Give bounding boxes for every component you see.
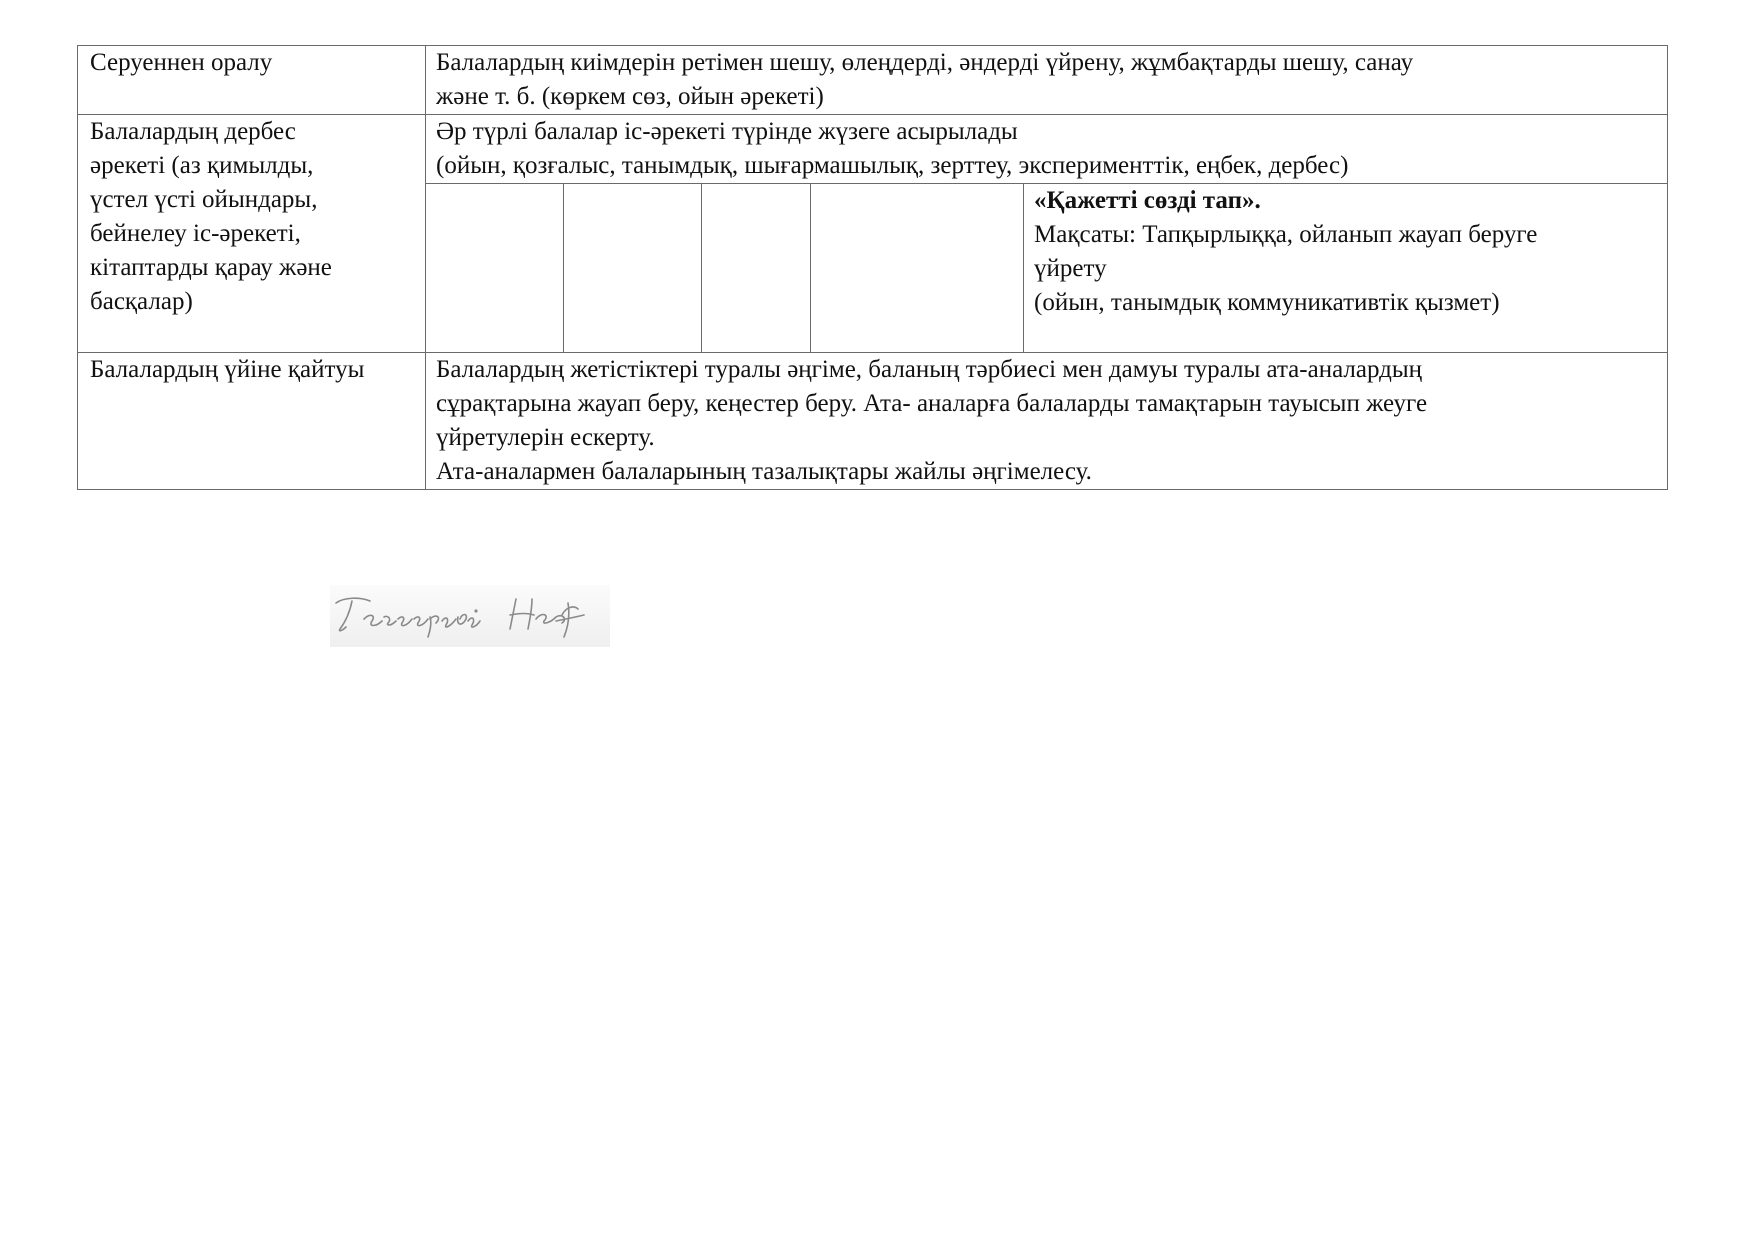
content-line: Ата-аналармен балаларының тазалықтары жайлы әңгімелесу. xyxy=(436,458,1092,485)
empty-day-cell xyxy=(564,184,702,353)
row-label-line: Балалардың дербес xyxy=(90,118,296,145)
row-content-cell xyxy=(426,353,1668,490)
empty-day-cell xyxy=(426,184,564,353)
table-row xyxy=(78,46,1668,115)
signature-drawing xyxy=(330,585,610,647)
row-label-cell xyxy=(78,46,426,115)
content-line: (ойын, қозғалыс, танымдық, шығармашылық, зерттеу, эксперименттік, еңбек, дербес) xyxy=(436,152,1349,179)
row-label-line: кітаптарды қарау және xyxy=(90,254,332,281)
table-row xyxy=(78,353,1668,490)
row-label-line: әрекеті (аз қимылды, xyxy=(90,152,314,179)
row-content-cell xyxy=(426,46,1668,115)
activity-title: «Қажетті сөзді тап». xyxy=(1034,187,1261,214)
row-label-cell xyxy=(78,353,426,490)
activity-line: үйрету xyxy=(1034,255,1107,282)
handwritten-signature xyxy=(330,585,610,647)
empty-day-cell xyxy=(702,184,811,353)
daily-plan-table xyxy=(77,45,1668,490)
activity-cell xyxy=(1024,184,1668,353)
row-label-line: бейнелеу іс-әрекеті, xyxy=(90,220,301,247)
row-label-line: басқалар) xyxy=(90,288,193,315)
content-line: Әр түрлі балалар іс-әрекеті түрінде жүзеге асырылады xyxy=(436,118,1018,145)
content-line: Балалардың киімдерін ретімен шешу, өлеңдерді, әндерді үйрену, жұмбақтарды шешу, санау xyxy=(436,49,1414,76)
activity-line: (ойын, танымдық коммуникативтік қызмет) xyxy=(1034,289,1500,316)
content-line: сұрақтарына жауап беру, кеңестер беру. Ата- аналарға балаларды тамақтарын тауысып жеуге xyxy=(436,390,1428,417)
activity-line: Мақсаты: Тапқырлыққа, ойланып жауап беруге xyxy=(1034,221,1538,248)
row-label-line: үстел үсті ойындары, xyxy=(90,186,318,213)
row-label: Балалардың үйіне қайтуы xyxy=(90,356,365,383)
content-line: үйретулерін ескерту. xyxy=(436,424,655,451)
empty-day-cell xyxy=(811,184,1024,353)
row-label: Серуеннен оралу xyxy=(90,49,273,76)
row-label-cell xyxy=(78,115,426,353)
row-content-cell xyxy=(426,115,1668,184)
content-line: Балалардың жетістіктері туралы әңгіме, баланың тәрбиесі мен дамуы туралы ата-аналардың xyxy=(436,356,1423,383)
table-row xyxy=(78,115,1668,184)
content-line: және т. б. (көркем сөз, ойын әрекеті) xyxy=(436,83,824,110)
